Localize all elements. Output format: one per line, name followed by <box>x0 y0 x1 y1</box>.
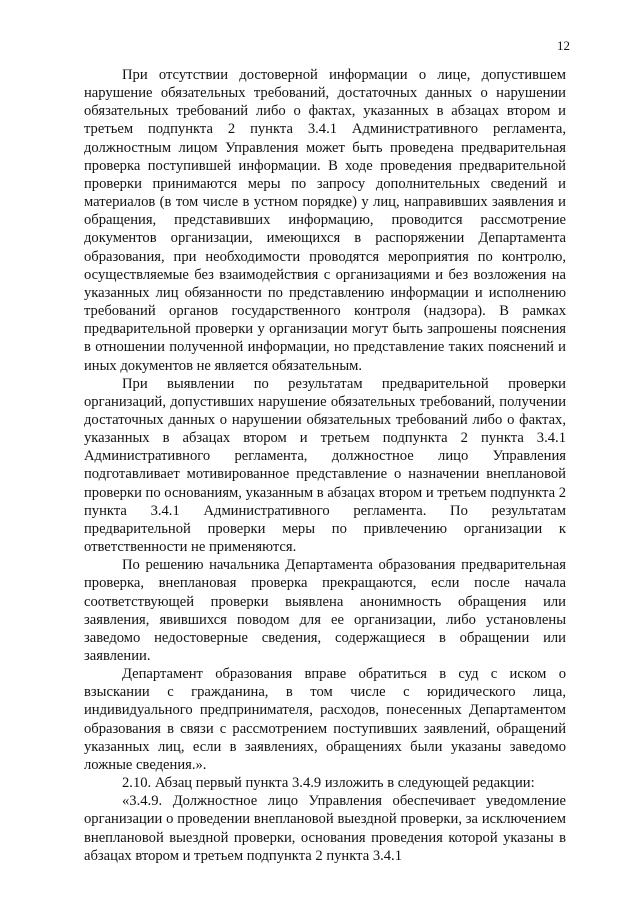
page-number: 12 <box>557 38 570 53</box>
paragraph-detection-results: При выявлении по результатам предварительной проверки организаций, допустивших нарушение обязательных требований, получении достаточных данных о нарушении обязательных требований либо о фактах, указанных в абзацах втором и третьем подпункта 2 пункта 3.4.1 Административного регламента, должностное лицо Управления подготавливает мотивированное представление о назначении внеплановой проверки по основаниям, указанным в абзацах втором и третьем подпункта 2 пункта 3.4.1 Административного регламента. По результатам предварительной проверки меры по привлечению организации к ответственности не применяются. <box>84 375 566 556</box>
paragraph-amendment-2-10: 2.10. Абзац первый пункта 3.4.9 изложить в следующей редакции: <box>122 775 535 792</box>
document-body <box>84 66 566 865</box>
paragraph-3-4-9: «3.4.9. Должностное лицо Управления обеспечивает уведомление организации о проведении внеплановой выездной проверки, за исключением внеплановой выездной проверки, основания проведения которой указаны в абзацах втором и третьем подпункта 2 пункта 3.4.1 <box>84 793 566 864</box>
paragraph-court-claim: Департамент образования вправе обратиться в суд с иском о взыскании с гражданина, в том числе с юридического лица, индивидуального предпринимателя, расходов, понесенных Департаментом образования в связи с рассмотрением поступивших заявлений, обращений указанных лиц, если в заявлениях, обращениях были указаны заведомо ложные сведения.». <box>84 666 566 773</box>
paragraph-preliminary-check: При отсутствии достоверной информации о лице, допустившем нарушение обязательных требований, достаточных данных о нарушении обязательных требований либо о фактах, указанных в абзацах втором и третьем подпункта 2 пункта 3.4.1 Административного регламента, должностным лицом Управления может быть проведена предварительная проверка поступившей информации. В ходе проведения предварительной проверки принимаются меры по запросу дополнительных сведений и материалов (в том числе в устном порядке) у лиц, направивших заявления и обращения, представивших информацию, проводится рассмотрение документов организации, имеющихся в распоряжении Департамента образования, при необходимости проводятся мероприятия по контролю, осуществляемые без взаимодействия с организациями и без возложения на указанных лиц обязанности по представлению информации и исполнению требований органов государственного контроля (надзора). В рамках предварительной проверки у организации могут быть запрошены пояснения в отношении полученной информации, но представление таких пояснений и иных документов не является обязательным. <box>84 67 566 374</box>
paragraph-termination: По решению начальника Департамента образования предварительная проверка, внеплановая проверка прекращаются, если после начала соответствующей проверки выявлена анонимность обращения или заявления, явившихся поводом для ее организации, либо установлены заведомо недостоверные сведения, содержащиеся в обращении или заявлении. <box>84 557 566 664</box>
